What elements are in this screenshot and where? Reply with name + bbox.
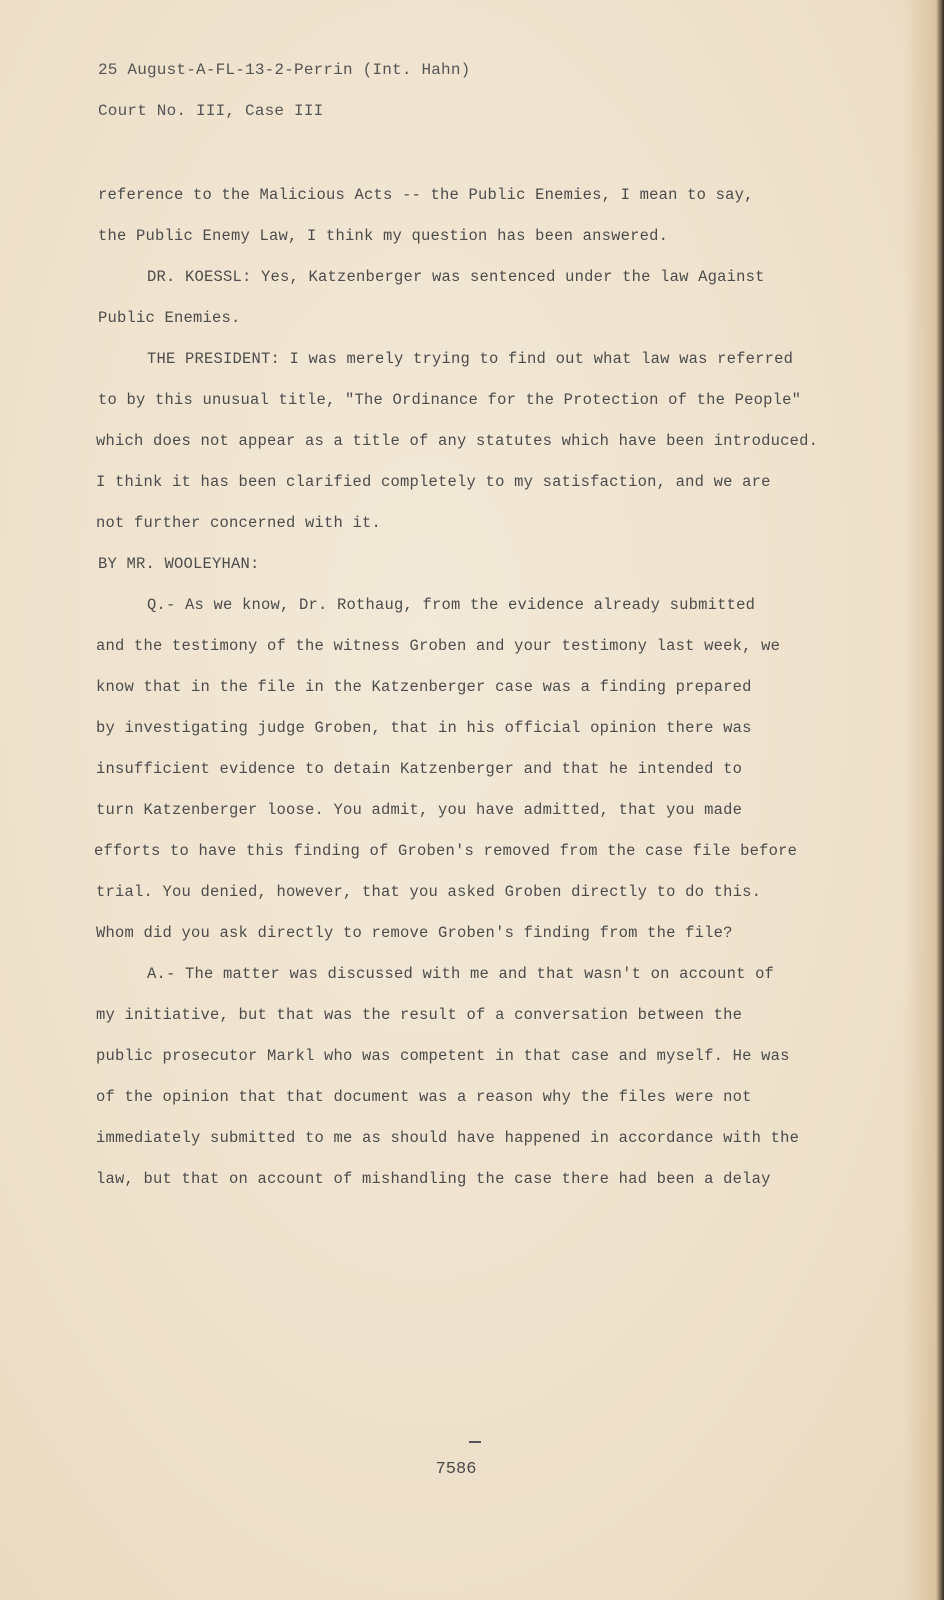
text-line: immediately submitted to me as should have happened in accordance with the (96, 1129, 800, 1147)
text-line: I think it has been clarified completely to my satisfaction, and we are (96, 473, 771, 491)
text-line: turn Katzenberger loose. You admit, you have admitted, that you made (96, 801, 743, 819)
text-line: the Public Enemy Law, I think my question has been answered. (98, 227, 669, 245)
text-line: Public Enemies. (98, 309, 241, 327)
text-line: of the opinion that that document was a reason why the files were not (96, 1088, 752, 1106)
header-court-case: Court No. III, Case III (98, 102, 324, 120)
text-line: know that in the file in the Katzenberger case was a finding prepared (96, 678, 752, 696)
page-number-dash (469, 1441, 481, 1443)
text-line: reference to the Malicious Acts -- the Public Enemies, I mean to say, (98, 186, 754, 204)
text-line: DR. KOESSL: Yes, Katzenberger was sentenced under the law Against (147, 268, 765, 286)
text-line: law, but that on account of mishandling the case there had been a delay (96, 1170, 771, 1188)
text-line: which does not appear as a title of any statutes which have been introduced. (96, 432, 819, 450)
page-edge-shadow (904, 0, 944, 1600)
text-line: trial. You denied, however, that you asked Groben directly to do this. (96, 883, 762, 901)
text-line: to by this unusual title, "The Ordinance for the Protection of the People" (98, 391, 802, 409)
text-line: insufficient evidence to detain Katzenberger and that he intended to (96, 760, 743, 778)
text-line: Q.- As we know, Dr. Rothaug, from the evidence already submitted (147, 596, 756, 614)
text-line: public prosecutor Markl who was competent in that case and myself. He was (96, 1047, 790, 1065)
speaker-heading: BY MR. WOOLEYHAN: (98, 555, 260, 573)
text-line: THE PRESIDENT: I was merely trying to find out what law was referred (147, 350, 794, 368)
text-line: A.- The matter was discussed with me and that wasn't on account of (147, 965, 775, 983)
text-line: and the testimony of the witness Groben and your testimony last week, we (96, 637, 781, 655)
text-line: efforts to have this finding of Groben's removed from the case file before (94, 842, 798, 860)
text-line: not further concerned with it. (96, 514, 382, 532)
text-line: my initiative, but that was the result of a conversation between the (96, 1006, 743, 1024)
header-transcript-id: 25 August-A-FL-13-2-Perrin (Int. Hahn) (98, 61, 471, 79)
text-line: Whom did you ask directly to remove Groben's finding from the file? (96, 924, 733, 942)
text-line: by investigating judge Groben, that in his official opinion there was (96, 719, 752, 737)
page-number: 7586 (435, 1460, 477, 1479)
